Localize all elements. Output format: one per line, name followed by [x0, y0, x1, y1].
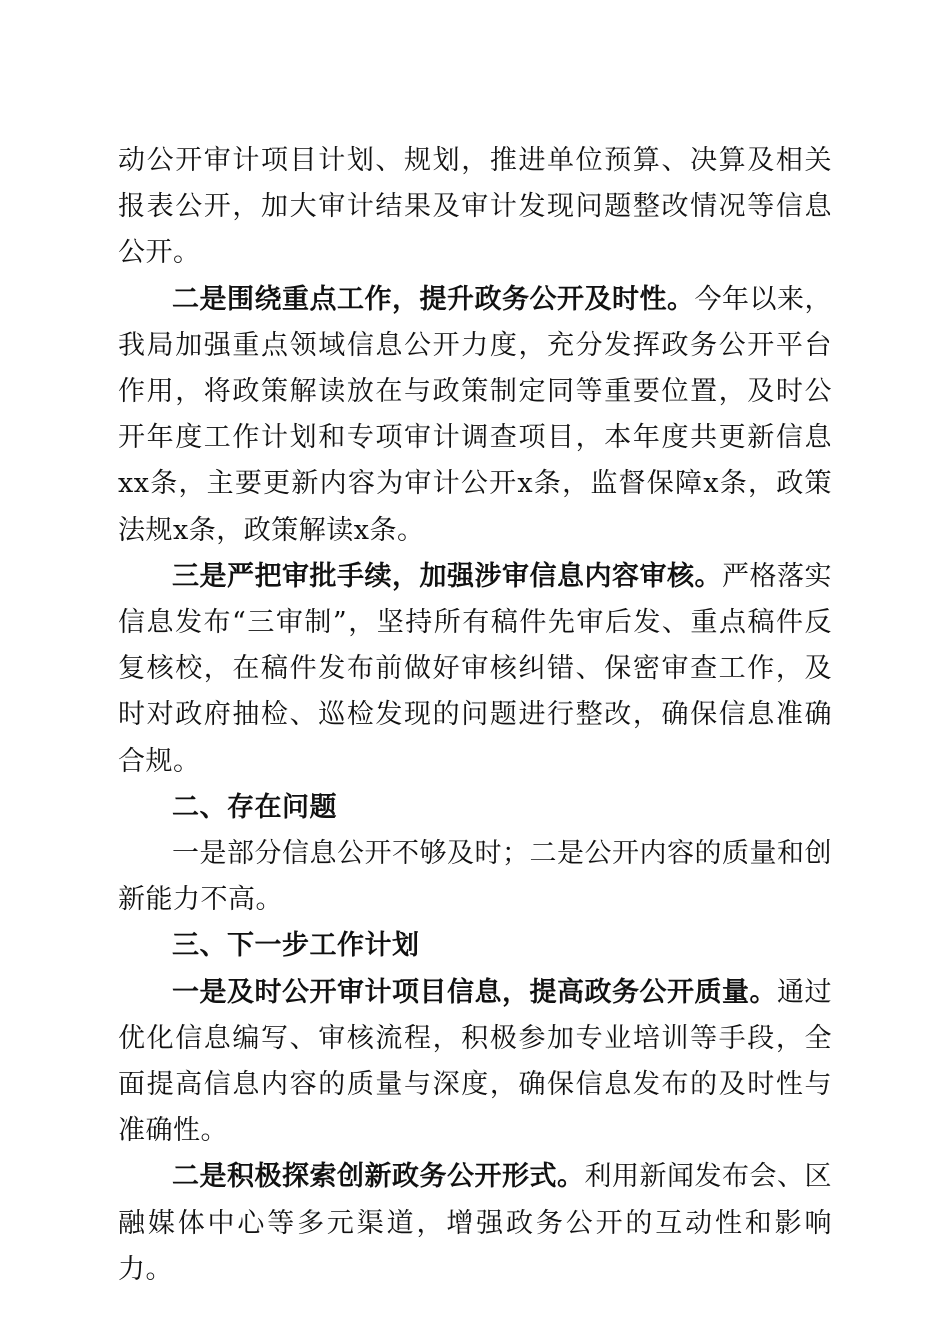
section-heading-next-steps: 三、下一步工作计划 — [172, 930, 420, 962]
paragraph-lead: 二是围绕重点工作，提升政务公开及时性。 — [172, 283, 695, 315]
paragraph-lead: 三是严把审批手续，加强涉审信息内容审核。 — [172, 560, 722, 592]
paragraph-body: 严格落实信息发布“三审制”，坚持所有稿件先审后发、重点稿件反复核校，在稿件发布前做好审核纠错、保密审查工作，及时对政府抽检、巡检发现的问题进行整改，确保信息准确合规。 — [118, 560, 832, 777]
paragraph-lead: 一是及时公开审计项目信息，提高政务公开质量。 — [172, 976, 777, 1008]
section-heading-problems: 二、存在问题 — [172, 791, 337, 823]
document-page — [118, 138, 832, 1293]
paragraph-text: 动公开审计项目计划、规划，推进单位预算、决算及相关报表公开，加大审计结果及审计发现问题整改情况等信息公开。 — [118, 145, 832, 269]
paragraph-problems — [118, 831, 832, 923]
paragraph-text: 一是部分信息公开不够及时；二是公开内容的质量和创新能力不高。 — [118, 838, 832, 916]
paragraph-plan-2 — [118, 1154, 832, 1293]
paragraph-continuation — [118, 138, 832, 277]
paragraph-plan-1 — [118, 970, 832, 1155]
paragraph-body: 通过优化信息编写、审核流程，积极参加专业培训等手段，全面提高信息内容的质量与深度，确保信息发布的及时性与准确性。 — [118, 976, 832, 1147]
paragraph-review — [118, 554, 832, 785]
paragraph-lead: 二是积极探索创新政务公开形式。 — [172, 1161, 585, 1193]
paragraph-timeliness — [118, 277, 832, 554]
paragraph-body: 今年以来，我局加强重点领域信息公开力度，充分发挥政务公开平台作用，将政策解读放在与政策制定同等重要位置，及时公开年度工作计划和专项审计调查项目，本年度共更新信息xx条，主要更新内容为审计公开x条，监督保障x条，政策法规x条，政策解读x条。 — [118, 283, 832, 546]
paragraph-body: 利用新闻发布会、区融媒体中心等多元渠道，增强政务公开的互动性和影响力。 — [118, 1161, 832, 1285]
